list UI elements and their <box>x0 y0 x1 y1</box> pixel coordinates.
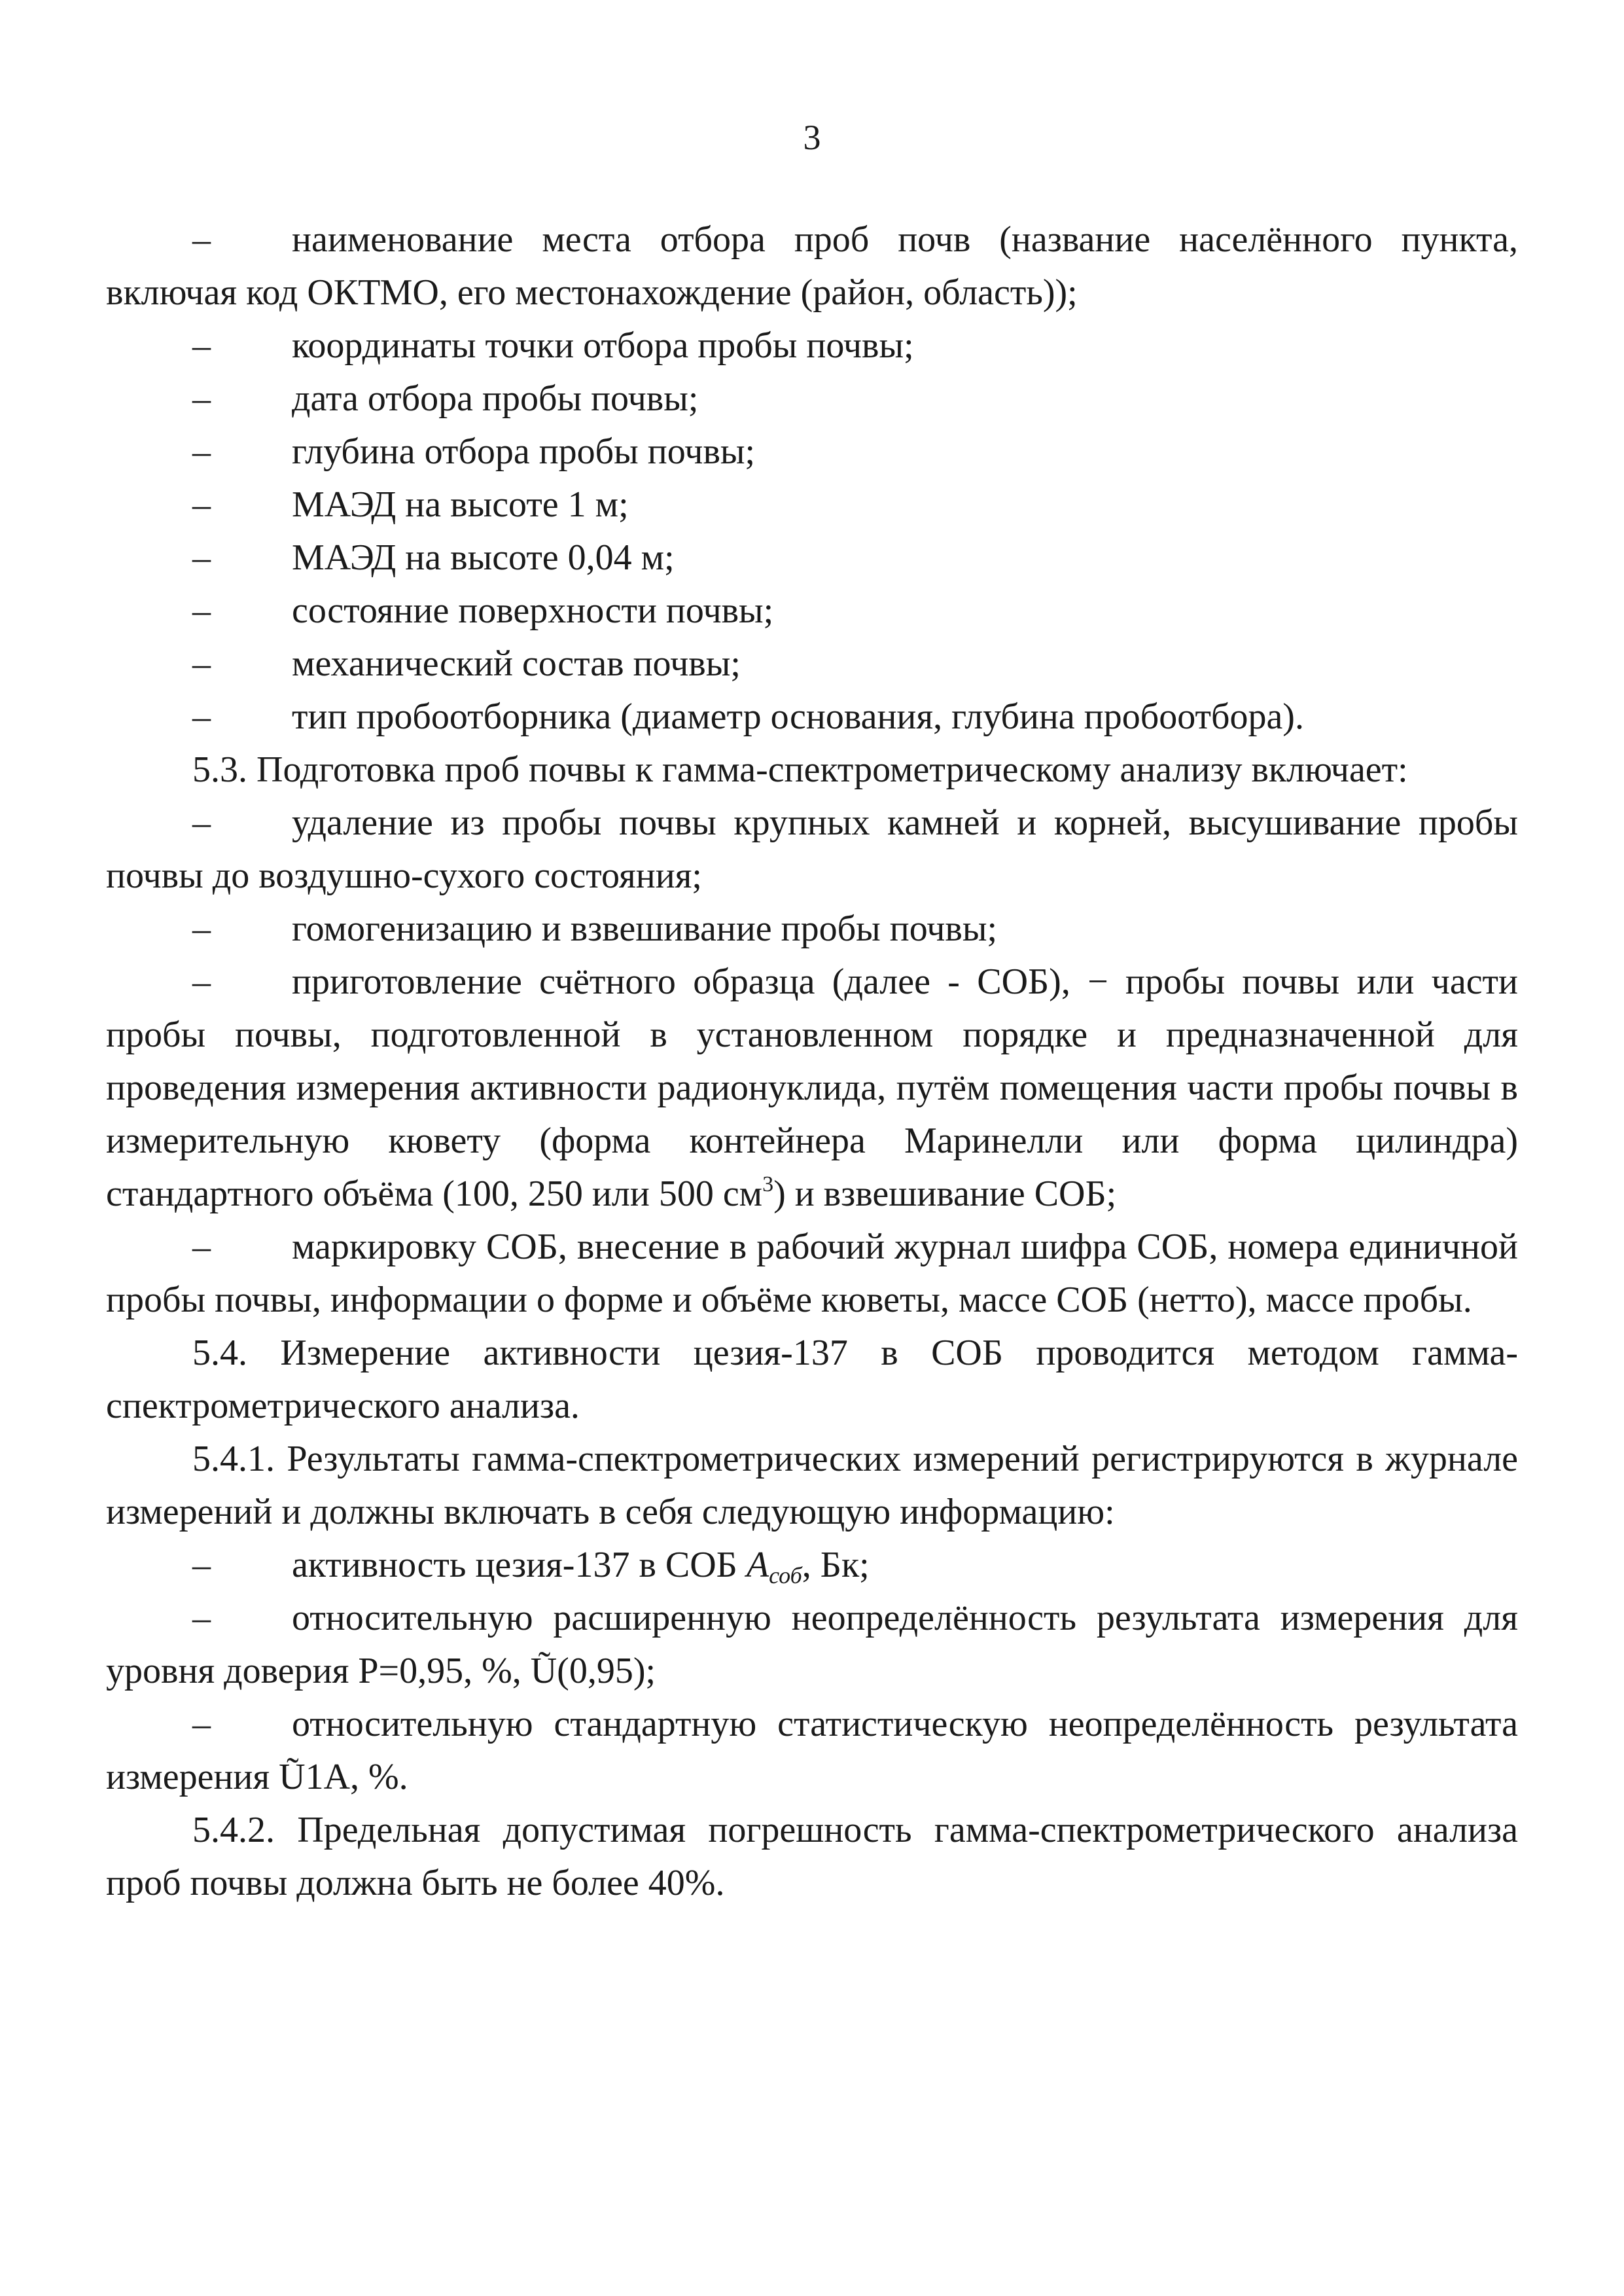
list-item-text: координаты точки отбора пробы почвы; <box>292 325 914 366</box>
list-item <box>106 797 1518 903</box>
list-item <box>106 213 1518 319</box>
dash-marker: – <box>192 484 211 525</box>
list-item-text: , Бк; <box>802 1545 870 1585</box>
superscript: 3 <box>762 1172 774 1196</box>
list-item <box>106 372 1518 425</box>
dash-marker: – <box>192 802 211 843</box>
list-item <box>106 903 1518 956</box>
list-item-text: дата отбора пробы почвы; <box>292 378 699 419</box>
list-item <box>106 691 1518 744</box>
symbol-subscript: соб <box>769 1562 802 1588</box>
symbol-letter: A <box>746 1545 769 1585</box>
list-item-text: МАЭД на высоте 1 м; <box>292 484 629 525</box>
dash-marker: – <box>192 1598 211 1638</box>
list-item-text: МАЭД на высоте 0,04 м; <box>292 537 675 578</box>
list-item-text: удаление из пробы почвы крупных камней и корней, высушивание пробы почвы до воздушно-сухого состояния; <box>106 802 1518 896</box>
list-item <box>106 1592 1518 1698</box>
dash-marker: – <box>192 908 211 949</box>
dash-marker: – <box>192 590 211 631</box>
list-item-text: состояние поверхности почвы; <box>292 590 774 631</box>
list-item <box>106 319 1518 372</box>
dash-marker: – <box>192 643 211 684</box>
list-item-text: активность цезия-137 в СОБ <box>292 1545 747 1585</box>
section-5-3-heading: 5.3. Подготовка проб почвы к гамма-спектрометрическому анализу включает: <box>192 749 1408 790</box>
dash-marker: – <box>192 378 211 419</box>
list-item-text: наименование места отбора проб почв (название населённого пункта, включая код ОКТМО, его местонахождение (район, область)); <box>106 219 1518 313</box>
list-item-text: относительную расширенную неопределённость результата измерения для уровня доверия P=0,95, %, Ũ(0,95); <box>106 1598 1518 1691</box>
dash-marker: – <box>192 1545 211 1585</box>
dash-marker: – <box>192 219 211 260</box>
dash-marker: – <box>192 325 211 366</box>
list-item <box>106 478 1518 531</box>
list-item <box>106 1539 1518 1592</box>
section-5-4-1: 5.4.1. Результаты гамма-спектрометрических измерений регистрируются в журнале измерений и должны включать в себя следующую информацию: <box>106 1439 1518 1532</box>
list-item-text: маркировку СОБ, внесение в рабочий журнал шифра СОБ, номера единичной пробы почвы, информации о форме и объёме кюветы, массе СОБ (нетто), массе пробы. <box>106 1227 1518 1320</box>
list-item <box>106 1221 1518 1327</box>
dash-marker: – <box>192 537 211 578</box>
dash-marker: – <box>192 1227 211 1267</box>
dash-marker: – <box>192 961 211 1002</box>
list-item-text: приготовление счётного образца (далее - СОБ), − пробы почвы или части пробы почвы, подготовленной в установленном порядке и предназначенной для проведения измерения активности радионуклида, путём помещения части пробы почвы в измерительную кювету (форма контейнера Маринелли или форма цилиндра) стандартного объёма (100, 250 или 500 см <box>106 961 1518 1214</box>
list-item-text: ) и взвешивание СОБ; <box>773 1174 1117 1214</box>
list-item-text: относительную стандартную статистическую неопределённость результата измерения Ũ1A, %. <box>106 1704 1518 1797</box>
document-body <box>106 213 1518 1910</box>
list-item-text: механический состав почвы; <box>292 643 741 684</box>
list-item-text: гомогенизацию и взвешивание пробы почвы; <box>292 908 998 949</box>
dash-marker: – <box>192 431 211 472</box>
dash-marker: – <box>192 696 211 737</box>
list-item <box>106 637 1518 691</box>
section-5-4-2: 5.4.2. Предельная допустимая погрешность гамма-спектрометрического анализа проб почвы должна быть не более 40%. <box>106 1810 1518 1903</box>
dash-marker: – <box>192 1704 211 1744</box>
section-5-4: 5.4. Измерение активности цезия-137 в СОБ проводится методом гамма-спектрометрического анализа. <box>106 1333 1518 1426</box>
list-item <box>106 531 1518 584</box>
page-number: 3 <box>803 118 821 157</box>
list-item <box>106 425 1518 478</box>
list-item-text: глубина отбора пробы почвы; <box>292 431 756 472</box>
list-item <box>106 956 1518 1221</box>
list-item <box>106 584 1518 637</box>
list-item-text: тип пробоотборника (диаметр основания, глубина пробоотбора). <box>292 696 1304 737</box>
list-item <box>106 1698 1518 1804</box>
symbol-a-sob <box>746 1545 802 1588</box>
